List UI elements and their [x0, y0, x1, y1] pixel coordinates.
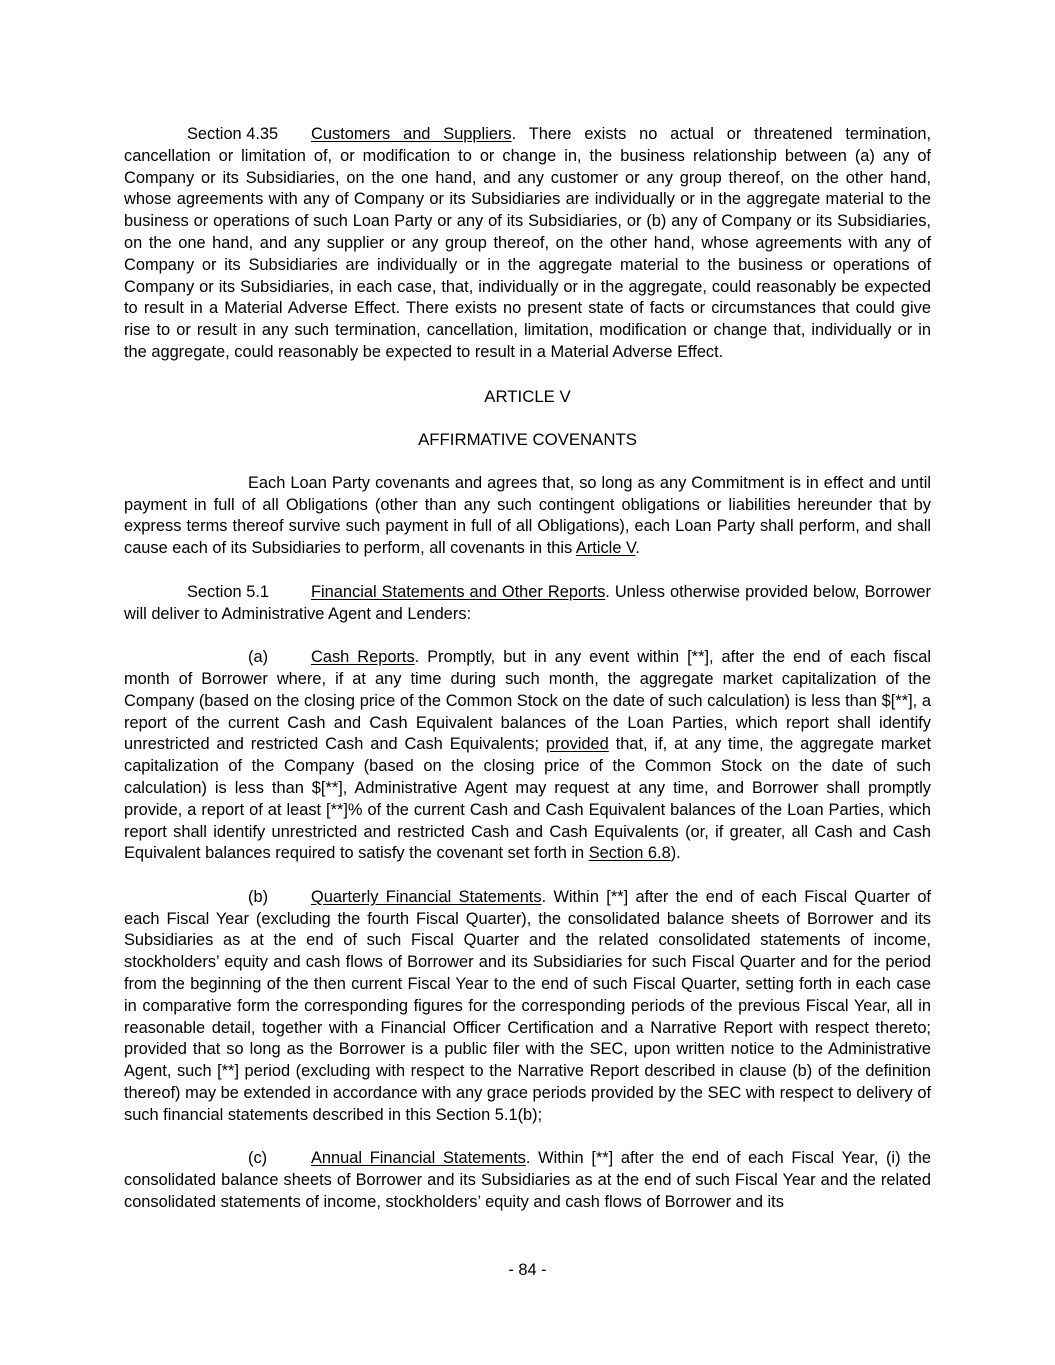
clause-label: (b): [248, 887, 269, 906]
clause-b-quarterly-financial-statements: [124, 887, 931, 1127]
article-v-reference: Article V: [575, 539, 636, 558]
clause-c-annual-financial-statements: [124, 1148, 931, 1213]
article-intro-end: .: [635, 539, 640, 558]
clause-body-end: ).: [670, 844, 681, 863]
section-body: . Unless otherwise provided below, Borrower will deliver to Administrative Agent and Lenders:: [124, 582, 931, 623]
clause-title: Quarterly Financial Statements: [311, 887, 542, 906]
section-title: Financial Statements and Other Reports: [311, 582, 606, 601]
clause-body: . Within [**] after the end of each Fiscal Quarter of each Fiscal Year (excluding the fourth Fiscal Quarter), the consolidated balance sheets of Borrower and its Subsidiaries as at the end of such Fiscal Quarter and the related consolidated statements of income, stockholders’ equity and cash flows of Borrower and its Subsidiaries for such Fiscal Quarter and for the period from the beginning of the then current Fiscal Year to the end of such Fiscal Quarter, setting forth in each case in comparative form the corresponding figures for the corresponding periods of the previous Fiscal Year, all in reasonable detail, together with a Financial Officer Certification and a Narrative Report with respect thereto; provided that so long as the Borrower is a public filer with the SEC, upon written notice to the Administrative Agent, such [**] period (excluding with respect to the Narrative Report described in clause (b) of the definition thereof) may be extended in accordance with any grace periods provided by the SEC with respect to delivery of such financial statements described in this Section 5.1(b);: [124, 887, 931, 1124]
article-intro: [124, 473, 931, 560]
page-number: - 84 -: [508, 1261, 547, 1279]
document-page: [124, 124, 931, 1214]
clause-a-cash-reports: [124, 647, 931, 865]
clause-body-part-2: that, if, at any time, the aggregate market capitalization of the Company (based on the closing price of the Common Stock on the date of such calculation) is less than $[**], Administrative Agent may request at any time, and Borrower shall promptly provide, a report of at least [**]% of the current Cash and Cash Equivalent balances of the Loan Parties, which report shall identify unrestricted and restricted Cash and Cash Equivalents (or, if greater, all Cash and Cash Equivalent balances required to satisfy the covenant set forth in: [124, 735, 931, 863]
clause-title: Annual Financial Statements: [311, 1149, 526, 1168]
provided-term: provided: [545, 735, 609, 754]
clause-title: Cash Reports: [311, 648, 415, 667]
article-intro-text: Each Loan Party covenants and agrees that, so long as any Commitment is in effect and until payment in full of all Obligations (other than any such contingent obligations or liabilities hereunder that by express terms thereof survive such payment in full of all Obligations), each Loan Party shall perform, and shall cause each of its Subsidiaries to perform, all covenants in this: [124, 473, 931, 558]
section-body: . There exists no actual or threatened termination, cancellation or limitation of, or modification to or change in, the business relationship between (a) any of Company or its Subsidiaries, on the one hand, and any customer or any group thereof, on the other hand, whose agreements with any of Company or its Subsidiaries are individually or in the aggregate material to the business or operations of such Loan Party or any of its Subsidiaries, or (b) any of Company or its Subsidiaries, on the one hand, and any supplier or any group thereof, on the other hand, whose agreements with any of Company or its Subsidiaries are individually or in the aggregate material to the business or operations of Company or its Subsidiaries, in each case, that, individually or in the aggregate, could reasonably be expected to result in a Material Adverse Effect. There exists no present state of facts or circumstances that could give rise to or result in any such termination, cancellation, limitation, modification or change that, individually or in the aggregate, could reasonably be expected to result in a Material Adverse Effect.: [124, 125, 932, 361]
clause-label: (c): [248, 1149, 268, 1168]
clause-label: (a): [248, 648, 269, 667]
section-6-8-reference: Section 6.8: [588, 844, 671, 863]
section-number: Section 4.35: [187, 125, 279, 143]
article-subheading: AFFIRMATIVE COVENANTS: [418, 430, 637, 450]
section-5-1: [124, 582, 931, 626]
clause-body-part-1: . Promptly, but in any event within [**], after the end of each fiscal month of Borrower where, if at any time during such month, the aggregate market capitalization of the Company (based on the closing price of the Common Stock on the date of such calculation) is less than $[**], a report of the current Cash and Cash Equivalent balances of the Loan Parties, which report shall identify unrestricted and restricted Cash and Cash Equivalents;: [124, 648, 931, 754]
section-title: Customers and Suppliers: [311, 125, 512, 143]
section-number: Section 5.1: [187, 582, 270, 601]
article-heading: ARTICLE V: [484, 386, 571, 406]
clause-body: . Within [**] after the end of each Fiscal Year, (i) the consolidated balance sheets of Borrower and its Subsidiaries as at the end of such Fiscal Year and the related consolidated statements of income, stockholders’ equity and cash flows of Borrower and its: [124, 1149, 931, 1212]
section-4-35: [124, 124, 931, 364]
